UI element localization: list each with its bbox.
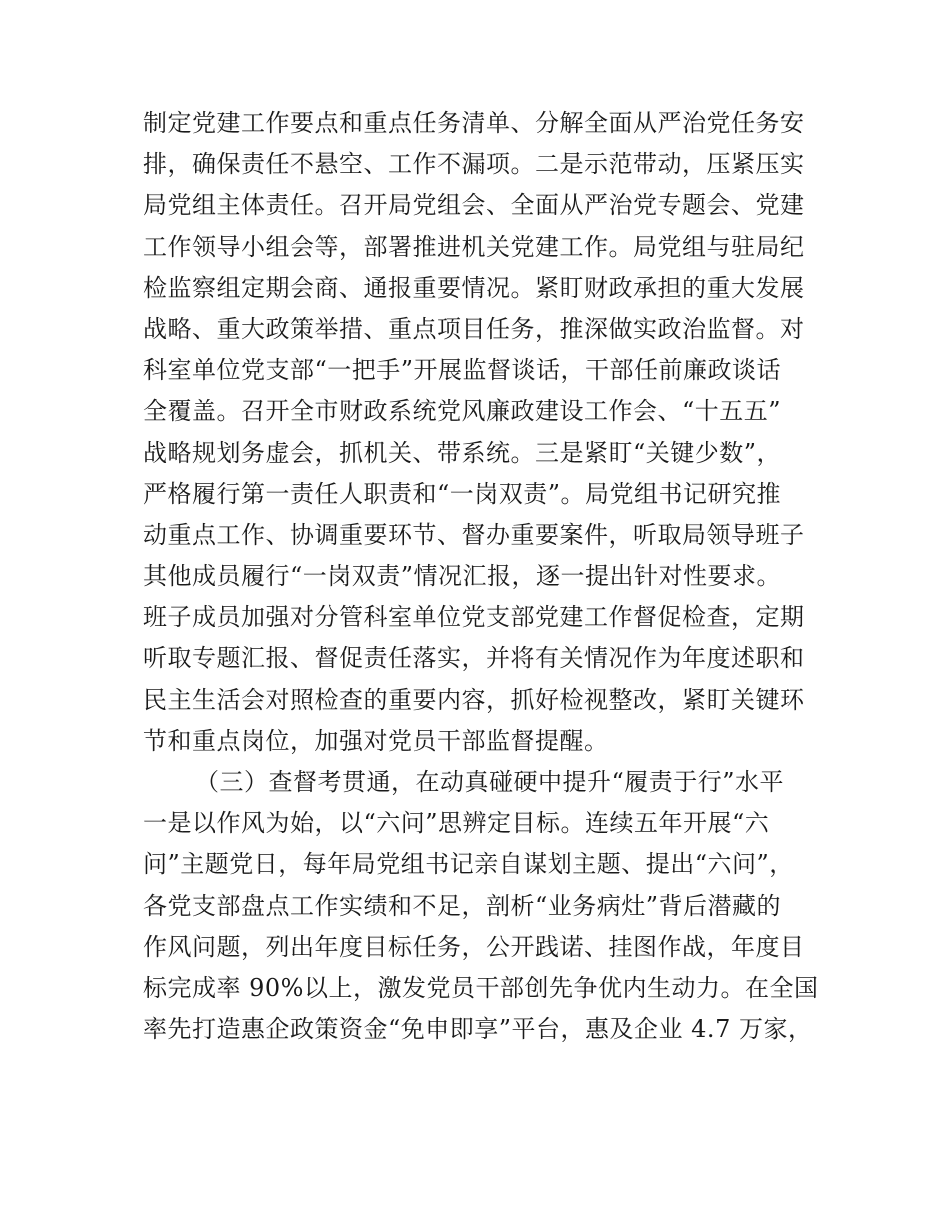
text-line: 排，确保责任不悬空、工作不漏项。二是示范带动，压紧压实 xyxy=(143,150,805,179)
text-line: 听取专题汇报、督促责任落实，并将有关情况作为年度述职和 xyxy=(143,644,805,673)
text-line: 作风问题，列出年度目标任务，公开践诺、挂图作战，年度目 xyxy=(143,932,805,961)
text-line: 班子成员加强对分管科室单位党支部党建工作督促检查，定期 xyxy=(143,603,805,632)
text-line: 战略规划务虚会，抓机关、带系统。三是紧盯“关键少数”， xyxy=(143,438,782,467)
text-line: 战略、重大政策举措、重点项目任务，推深做实政治监督。对 xyxy=(143,314,805,343)
text-line: 各党支部盘点工作实绩和不足，剖析“业务病灶”背后潜藏的 xyxy=(143,891,782,920)
text-line: 局党组主体责任。召开局党组会、全面从严治党专题会、党建 xyxy=(143,191,805,220)
text-line: 动重点工作、协调重要环节、督办重要案件，听取局领导班子 xyxy=(143,520,805,549)
text-line: 其他成员履行“一岗双责”情况汇报，逐一提出针对性要求。 xyxy=(143,562,782,591)
text-line: 制定党建工作要点和重点任务清单、分解全面从严治党任务安 xyxy=(143,109,805,137)
section-heading: （三）查督考贯通，在动真碰硬中提升“履责于行”水平 xyxy=(195,768,785,796)
text-line: 严格履行第一责任人职责和“一岗双责”。局党组书记研究推 xyxy=(143,479,782,508)
text-line: 科室单位党支部“一把手”开展监督谈话，干部任前廉政谈话 xyxy=(143,356,782,385)
text-line: 问”主题党日，每年局党组书记亲自谋划主题、提出“六问”， xyxy=(143,850,794,879)
text-line: 率先打造惠企政策资金“免申即享”平台，惠及企业 4.7 万家， xyxy=(143,1015,813,1044)
text-line: 工作领导小组会等，部署推进机关党建工作。局党组与驻局纪 xyxy=(143,232,805,261)
text-line: 节和重点岗位，加强对党员干部监督提醒。 xyxy=(143,726,609,755)
text-line: 民主生活会对照检查的重要内容，抓好检视整改，紧盯关键环 xyxy=(143,685,805,714)
text-line: 标完成率 90%以上，激发党员干部创先争优内生动力。在全国 xyxy=(143,973,819,1002)
text-line: 全覆盖。召开全市财政系统党风廉政建设工作会、“十五五” xyxy=(143,397,782,426)
text-line: 检监察组定期会商、通报重要情况。紧盯财政承担的重大发展 xyxy=(143,273,805,302)
body-text xyxy=(143,103,823,1050)
text-line: 一是以作风为始，以“六问”思辨定目标。连续五年开展“六 xyxy=(143,809,770,838)
